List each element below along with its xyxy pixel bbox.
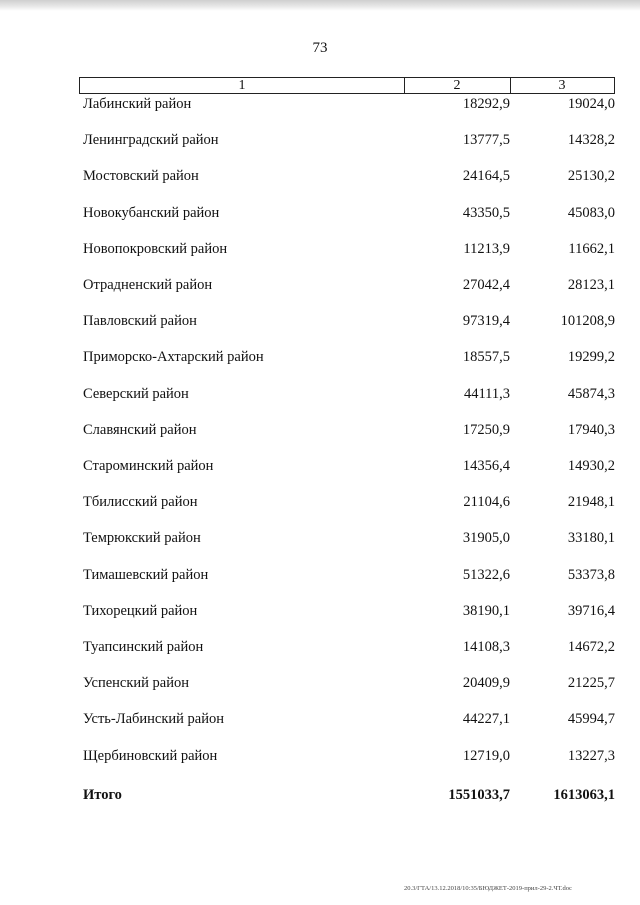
table-row xyxy=(0,600,640,622)
table-row xyxy=(0,491,640,513)
value-col-3: 14930,2 xyxy=(567,458,615,474)
value-col-3: 21225,7 xyxy=(567,675,615,691)
table-row xyxy=(0,129,640,151)
value-col-2: 44111,3 xyxy=(463,386,510,402)
district-name: Павловский район xyxy=(83,313,197,329)
district-name: Тимашевский район xyxy=(83,567,209,583)
value-col-2: 18292,9 xyxy=(462,96,510,112)
table-row xyxy=(0,383,640,405)
value-col-3: 39716,4 xyxy=(567,603,615,619)
value-col-2: 24164,5 xyxy=(462,168,510,184)
value-col-3: 45874,3 xyxy=(567,386,615,402)
value-col-3: 45994,7 xyxy=(567,711,615,727)
district-name: Темрюкский район xyxy=(83,530,201,546)
district-name: Староминский район xyxy=(83,458,214,474)
value-col-3: 28123,1 xyxy=(567,277,615,293)
table-row xyxy=(0,238,640,260)
header-col-3: 3 xyxy=(558,78,566,93)
value-col-3: 14672,2 xyxy=(567,639,615,655)
table-header xyxy=(79,77,615,94)
value-col-2: 11213,9 xyxy=(463,241,510,257)
value-col-2: 27042,4 xyxy=(462,277,510,293)
value-col-3: 11662,1 xyxy=(568,241,615,257)
value-col-2: 43350,5 xyxy=(462,205,510,221)
table-row xyxy=(0,672,640,694)
district-name: Приморско-Ахтарский район xyxy=(83,349,264,365)
value-col-2: 31905,0 xyxy=(462,530,510,546)
table-row xyxy=(0,564,640,586)
total-label: Итого xyxy=(83,787,122,803)
value-col-2: 97319,4 xyxy=(462,313,510,329)
table-row xyxy=(0,93,640,115)
district-name: Новокубанский район xyxy=(83,205,220,221)
value-col-3: 25130,2 xyxy=(567,168,615,184)
value-col-3: 101208,9 xyxy=(560,313,615,329)
table-row xyxy=(0,202,640,224)
scan-edge-shadow xyxy=(0,0,640,11)
district-name: Тбилисский район xyxy=(83,494,198,510)
table-row xyxy=(0,274,640,296)
page-number: 73 xyxy=(312,40,328,56)
value-col-2: 20409,9 xyxy=(462,675,510,691)
district-name: Туапсинский район xyxy=(83,639,204,655)
header-col-2: 2 xyxy=(404,78,511,93)
district-name: Северский район xyxy=(83,386,189,402)
value-col-2: 13777,5 xyxy=(462,132,510,148)
value-col-3: 19299,2 xyxy=(567,349,615,365)
value-col-3: 17940,3 xyxy=(567,422,615,438)
total-row xyxy=(0,784,640,806)
value-col-2: 18557,5 xyxy=(462,349,510,365)
total-value-col-3: 1613063,1 xyxy=(553,787,615,803)
table-row xyxy=(0,745,640,767)
district-name: Мостовский район xyxy=(83,168,199,184)
table-row xyxy=(0,346,640,368)
value-col-2: 14356,4 xyxy=(462,458,510,474)
district-name: Отрадненский район xyxy=(83,277,213,293)
total-value-col-2: 1551033,7 xyxy=(448,787,510,803)
district-name: Ленинградский район xyxy=(83,132,219,148)
district-name: Успенский район xyxy=(83,675,189,691)
value-col-2: 44227,1 xyxy=(462,711,510,727)
table-row xyxy=(0,708,640,730)
value-col-2: 14108,3 xyxy=(462,639,510,655)
district-name: Новопокровский район xyxy=(83,241,228,257)
value-col-3: 53373,8 xyxy=(567,567,615,583)
value-col-2: 12719,0 xyxy=(462,748,510,764)
table-row xyxy=(0,165,640,187)
district-name: Славянский район xyxy=(83,422,197,438)
value-col-2: 17250,9 xyxy=(462,422,510,438)
district-name: Лабинский район xyxy=(83,96,192,112)
value-col-3: 45083,0 xyxy=(567,205,615,221)
value-col-3: 21948,1 xyxy=(567,494,615,510)
value-col-3: 19024,0 xyxy=(567,96,615,112)
table-row xyxy=(0,310,640,332)
district-name: Тихорецкий район xyxy=(83,603,198,619)
district-name: Щербиновский район xyxy=(83,748,218,764)
header-col-1: 1 xyxy=(80,78,405,93)
table-row xyxy=(0,527,640,549)
value-col-2: 51322,6 xyxy=(462,567,510,583)
footer-file-stamp: 20.3/ГТА/13.12.2018/10:35/БЮДЖЕТ-2019-прил-29-2.ЧТ.doc xyxy=(404,885,572,892)
value-col-2: 38190,1 xyxy=(462,603,510,619)
table-row xyxy=(0,636,640,658)
value-col-2: 21104,6 xyxy=(463,494,510,510)
value-col-3: 14328,2 xyxy=(567,132,615,148)
district-name: Усть-Лабинский район xyxy=(83,711,224,727)
value-col-3: 13227,3 xyxy=(567,748,615,764)
value-col-3: 33180,1 xyxy=(567,530,615,546)
table-row xyxy=(0,419,640,441)
table-row xyxy=(0,455,640,477)
